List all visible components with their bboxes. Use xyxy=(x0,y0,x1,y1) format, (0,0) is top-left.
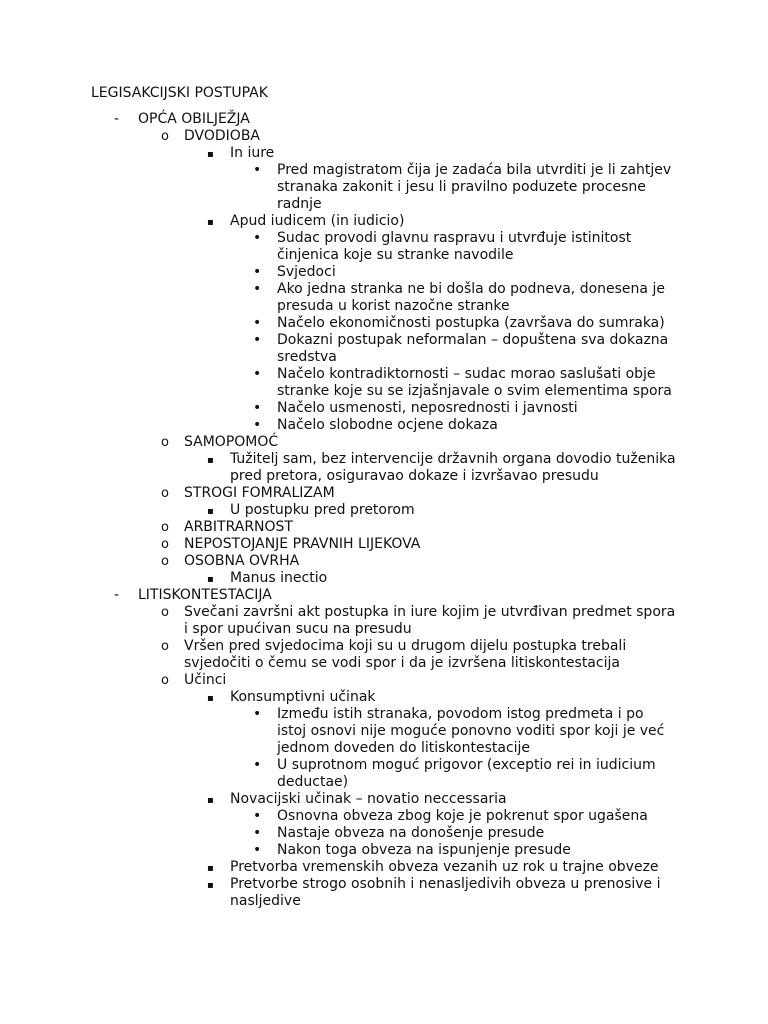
outline-item-level-2 xyxy=(0,672,768,689)
outline-item-level-4 xyxy=(0,706,768,757)
bullet-marker: • xyxy=(253,281,262,297)
bullet-marker: • xyxy=(253,808,262,824)
outline-item-text: Učinci xyxy=(184,672,227,688)
bullet-marker: o xyxy=(161,537,169,552)
bullet-marker: ▪ xyxy=(207,574,214,585)
outline-item-text: U suprotnom moguć prigovor (exceptio rei in iudicium deductae) xyxy=(277,757,656,790)
outline-item-text: Sudac provodi glavnu raspravu i utvrđuje istinitost činjenica koje su stranke navodile xyxy=(277,230,632,263)
bullet-marker: • xyxy=(253,842,262,858)
outline-item-text: Novacijski učinak – novatio neccessaria xyxy=(230,791,507,807)
outline-item-level-4 xyxy=(0,842,768,859)
outline-item-level-3 xyxy=(0,859,768,876)
outline-item-text: STROGI FOMRALIZAM xyxy=(184,485,335,501)
bullet-marker: o xyxy=(161,554,169,569)
outline-item-text: Pretvorbe strogo osobnih i nenasljedivih obveza u prenosive i nasljedive xyxy=(230,876,661,909)
bullet-marker: - xyxy=(114,587,120,603)
outline-item-text: Načelo kontradiktornosti – sudac morao saslušati obje stranke koje su se izjašnjavale o svim elementima spora xyxy=(277,366,672,399)
outline-item-text: NEPOSTOJANJE PRAVNIH LIJEKOVA xyxy=(184,536,421,552)
outline-item-level-2 xyxy=(0,536,768,553)
bullet-marker: • xyxy=(253,706,262,722)
outline-item-text: SAMOPOMOĆ xyxy=(184,434,279,450)
outline-item-level-4 xyxy=(0,264,768,281)
document-title: LEGISAKCIJSKI POSTUPAK xyxy=(91,85,268,101)
outline-item-level-3 xyxy=(0,570,768,587)
bullet-marker: ▪ xyxy=(207,506,214,517)
outline-item-text: Načelo slobodne ocjene dokaza xyxy=(277,417,498,433)
outline-item-level-2 xyxy=(0,604,768,638)
outline-item-level-2 xyxy=(0,128,768,145)
outline-item-text: LITISKONTESTACIJA xyxy=(138,587,272,603)
outline-item-text: Načelo usmenosti, neposrednosti i javnosti xyxy=(277,400,578,416)
bullet-marker: • xyxy=(253,366,262,382)
outline-item-level-3 xyxy=(0,502,768,519)
outline-item-text: Svjedoci xyxy=(277,264,336,280)
bullet-marker: • xyxy=(253,417,262,433)
outline-item-text: Nastaje obveza na donošenje presude xyxy=(277,825,545,841)
bullet-marker: ▪ xyxy=(207,863,214,874)
outline-item-text: Konsumptivni učinak xyxy=(230,689,376,705)
outline-item-text: Nakon toga obveza na ispunjenje presude xyxy=(277,842,571,858)
bullet-marker: ▪ xyxy=(207,217,214,228)
outline-item-text: Svečani završni akt postupka in iure kojim je utvrđivan predmet spora i spor upućivan sucu na presudu xyxy=(184,604,676,637)
bullet-marker: - xyxy=(114,111,120,127)
outline-item-text: Dokazni postupak neformalan – dopuštena sva dokazna sredstva xyxy=(277,332,669,365)
outline-item-text: Tužitelj sam, bez intervencije državnih organa dovodio tuženika pred pretora, osiguravao dokaze i izvršavao presudu xyxy=(230,451,676,484)
outline-item-level-3 xyxy=(0,876,768,910)
bullet-marker: o xyxy=(161,520,169,535)
outline-item-level-4 xyxy=(0,417,768,434)
outline-item-text: Ako jedna stranka ne bi došla do podneva, donesena je presuda u korist nazočne stranke xyxy=(277,281,665,314)
outline-item-level-3 xyxy=(0,689,768,706)
outline-item-level-4 xyxy=(0,281,768,315)
outline-item-text: Osnovna obveza zbog koje je pokrenut spor ugašena xyxy=(277,808,648,824)
outline-item-level-4 xyxy=(0,366,768,400)
bullet-marker: • xyxy=(253,162,262,178)
outline-item-level-4 xyxy=(0,400,768,417)
outline-item-text: Između istih stranaka, povodom istog predmeta i po istoj osnovi nije moguće ponovno voditi spor koji je već jednom doveden do litiskontestacije xyxy=(277,706,665,756)
outline-item-level-3 xyxy=(0,145,768,162)
outline-item-level-1 xyxy=(0,587,768,604)
bullet-marker: • xyxy=(253,825,262,841)
outline-item-level-4 xyxy=(0,825,768,842)
bullet-marker: ▪ xyxy=(207,455,214,466)
outline-item-text: OSOBNA OVRHA xyxy=(184,553,300,569)
outline-item-level-2 xyxy=(0,485,768,502)
bullet-marker: • xyxy=(253,757,262,773)
bullet-marker: • xyxy=(253,315,262,331)
bullet-marker: o xyxy=(161,486,169,501)
outline-item-level-4 xyxy=(0,808,768,825)
outline-item-level-4 xyxy=(0,757,768,791)
outline-item-level-2 xyxy=(0,434,768,451)
bullet-marker: o xyxy=(161,605,169,620)
outline-item-text: OPĆA OBILJEŽJA xyxy=(138,111,250,127)
bullet-marker: ▪ xyxy=(207,795,214,806)
outline-item-text: Vršen pred svjedocima koji su u drugom dijelu postupka trebali svjedočiti o čemu se vodi spor i da je izvršena litiskontestacija xyxy=(184,638,627,671)
outline-item-level-3 xyxy=(0,451,768,485)
outline-item-level-4 xyxy=(0,315,768,332)
outline-item-text: Pred magistratom čija je zadaća bila utvrditi je li zahtjev stranaka zakonit i jesu li pravilno poduzete procesne radnje xyxy=(277,162,672,212)
bullet-marker: o xyxy=(161,673,169,688)
outline-item-level-4 xyxy=(0,162,768,213)
outline-item-text: DVODIOBA xyxy=(184,128,260,144)
outline-item-level-3 xyxy=(0,791,768,808)
outline-item-level-2 xyxy=(0,638,768,672)
outline-item-text: ARBITRARNOST xyxy=(184,519,293,535)
bullet-marker: o xyxy=(161,435,169,450)
outline-item-level-4 xyxy=(0,230,768,264)
outline-item-level-2 xyxy=(0,519,768,536)
outline-item-text: Načelo ekonomičnosti postupka (završava do sumraka) xyxy=(277,315,665,331)
bullet-marker: ▪ xyxy=(207,880,214,891)
outline-item-text: In iure xyxy=(230,145,275,161)
outline-list xyxy=(0,111,768,910)
outline-item-text: Pretvorba vremenskih obveza vezanih uz rok u trajne obveze xyxy=(230,859,659,875)
bullet-marker: ▪ xyxy=(207,149,214,160)
bullet-marker: • xyxy=(253,230,262,246)
outline-item-level-2 xyxy=(0,553,768,570)
outline-item-text: U postupku pred pretorom xyxy=(230,502,415,518)
outline-item-text: Apud iudicem (in iudicio) xyxy=(230,213,405,229)
bullet-marker: o xyxy=(161,129,169,144)
bullet-marker: • xyxy=(253,332,262,348)
bullet-marker: • xyxy=(253,264,262,280)
bullet-marker: ▪ xyxy=(207,693,214,704)
bullet-marker: • xyxy=(253,400,262,416)
outline-item-level-3 xyxy=(0,213,768,230)
outline-item-level-1 xyxy=(0,111,768,128)
outline-item-text: Manus inectio xyxy=(230,570,328,586)
outline-item-level-4 xyxy=(0,332,768,366)
bullet-marker: o xyxy=(161,639,169,654)
